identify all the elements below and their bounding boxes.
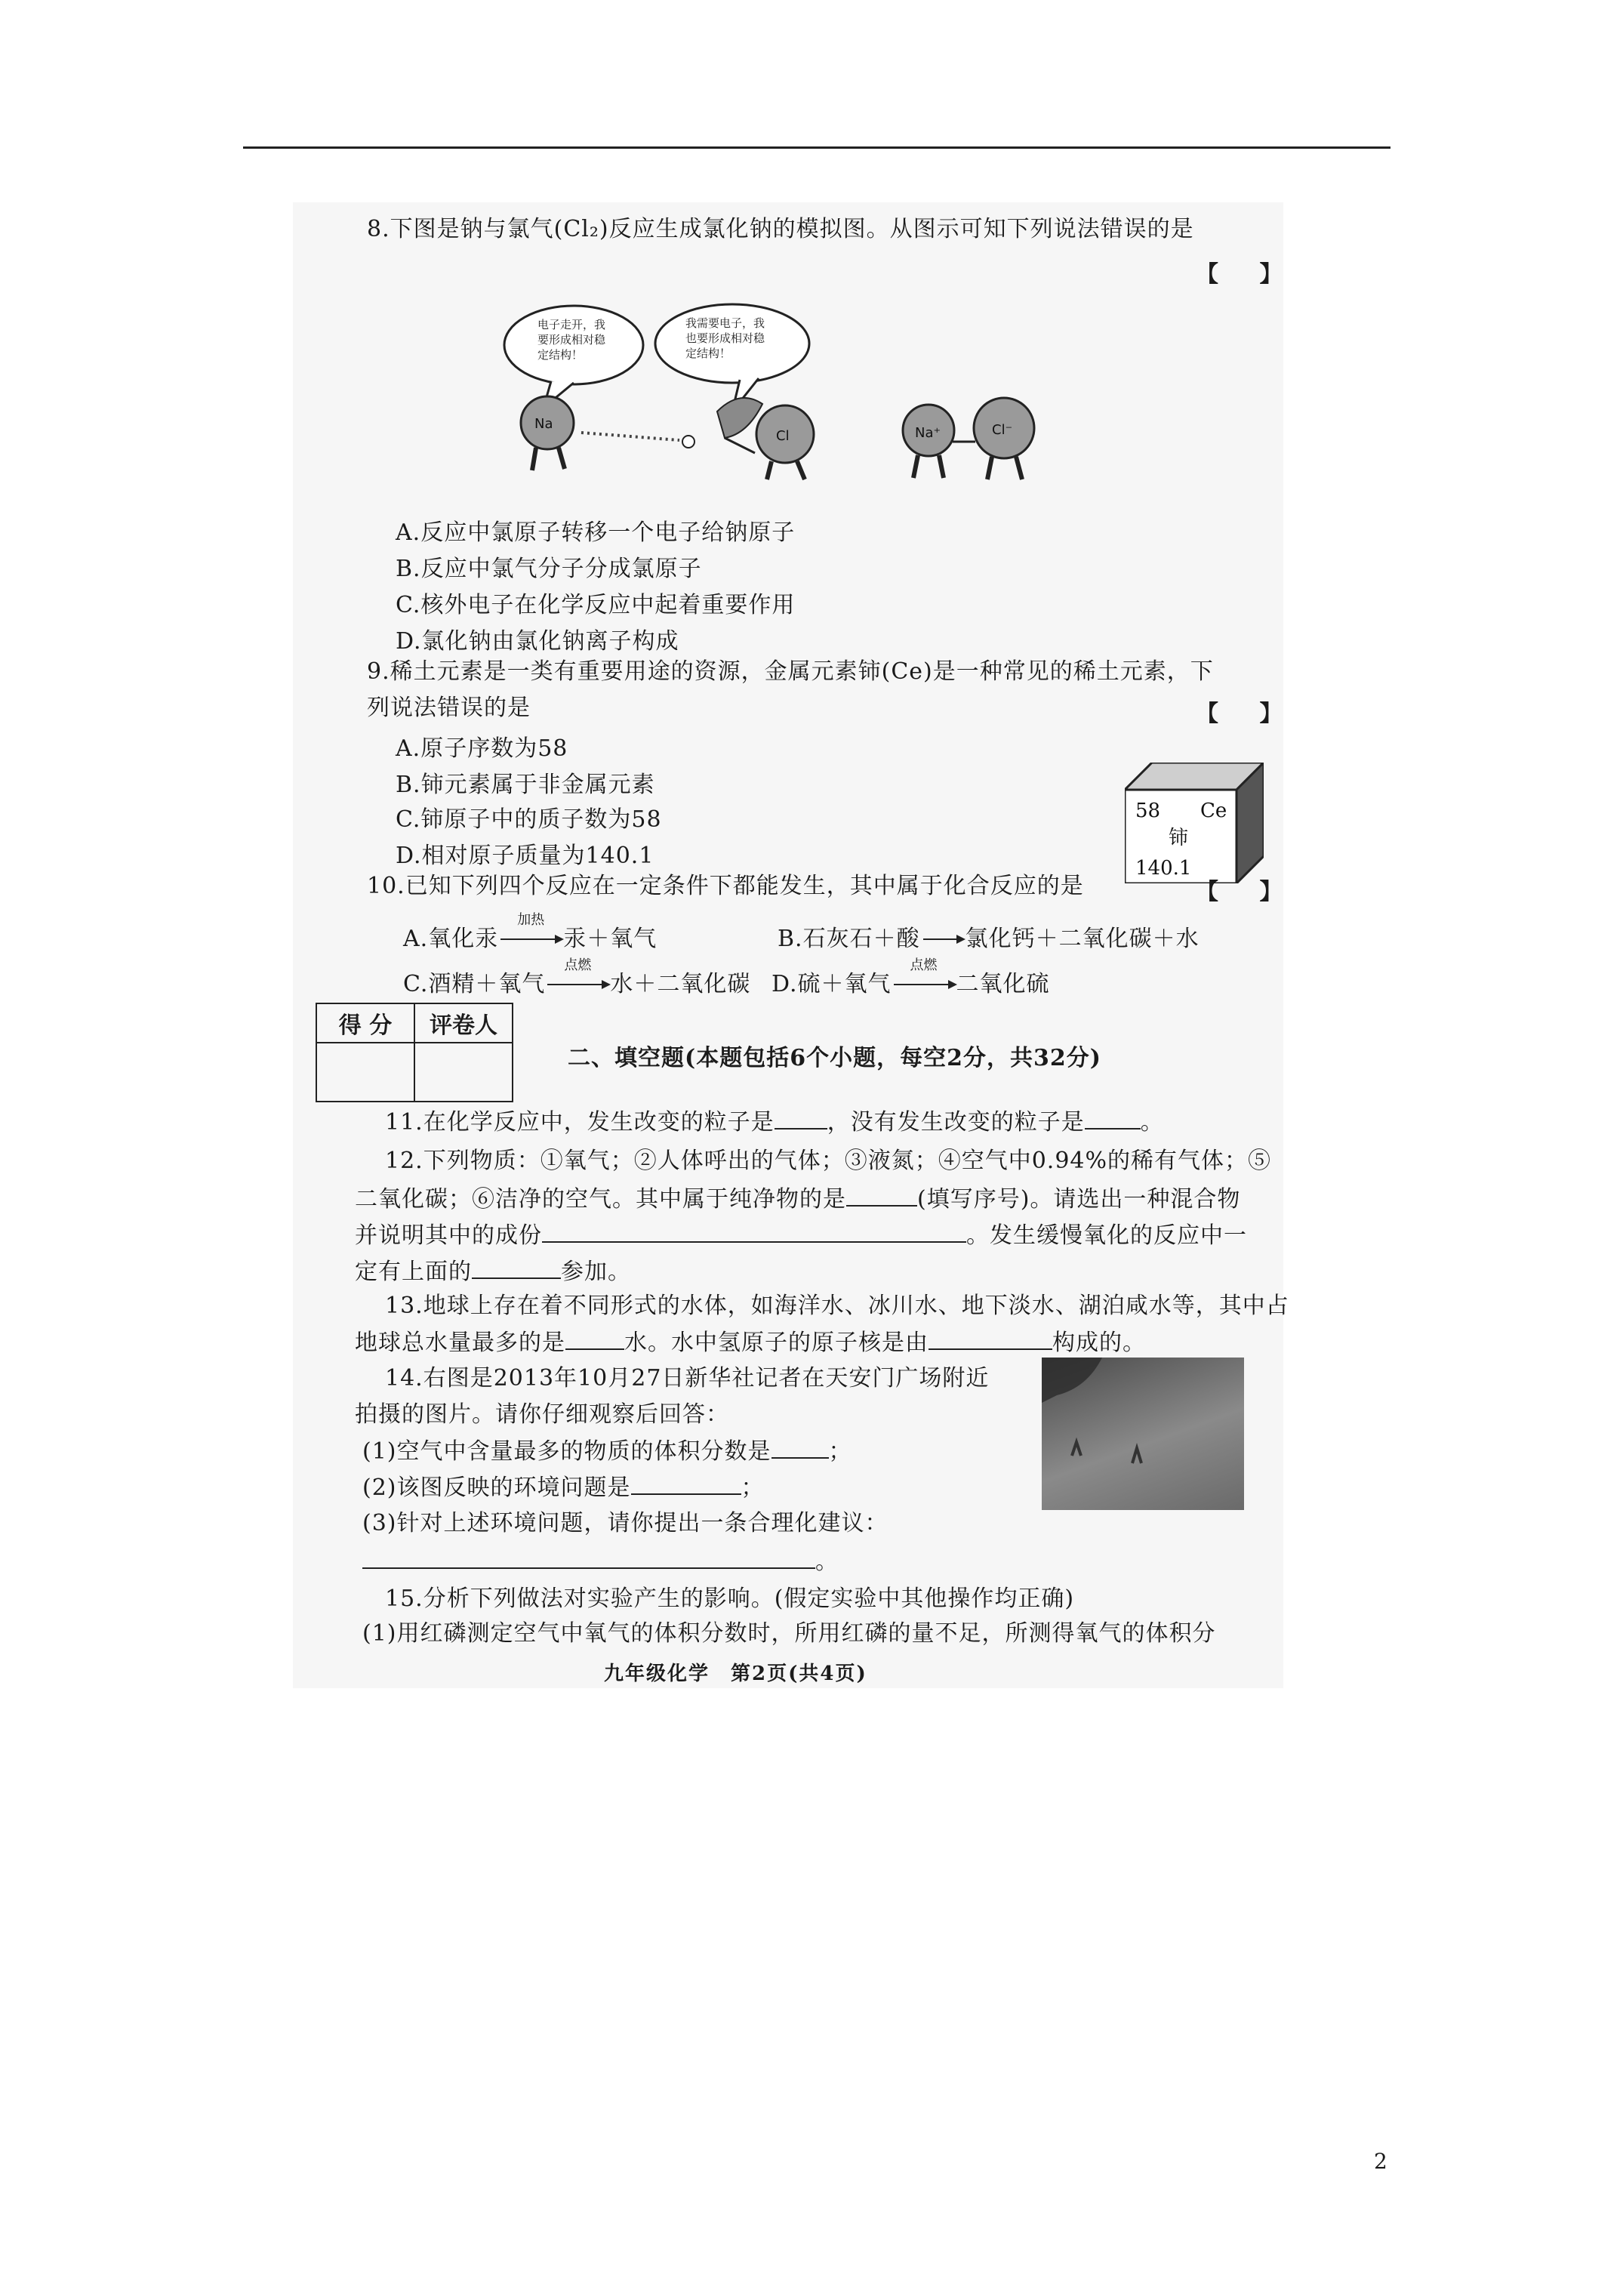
exam-footer: 九年级化学 第2页(共4页) — [604, 1663, 867, 1685]
q10-option-a — [403, 912, 658, 953]
q13-line2c: 构成的。 — [1052, 1330, 1146, 1356]
q10-a-right: 汞＋氧气 — [563, 926, 658, 952]
q15-line1: 15.分析下列做法对实验产生的影响。(假定实验中其他操作均正确) — [385, 1586, 1075, 1612]
q12-blank-3[interactable] — [472, 1258, 561, 1279]
q10-option-c — [403, 957, 751, 998]
header-rule — [243, 146, 1390, 149]
q8-option-d: D.氯化钠由氯化钠离子构成 — [396, 628, 679, 655]
q9-stem-line2: 列说法错误的是 — [367, 695, 531, 721]
q14-blank-1[interactable] — [771, 1438, 829, 1459]
tiananmen-smog-photo — [1042, 1358, 1244, 1510]
q12-line1: 12.下列物质：①氧气；②人体呼出的气体；③液氮；④空气中0.94%的稀有气体；⑤ — [385, 1148, 1272, 1174]
q10-option-d — [771, 957, 1050, 998]
section-2-title: 二、填空题(本题包括6个小题，每空2分，共32分) — [568, 1045, 1101, 1071]
cerium-element-box — [1125, 763, 1264, 883]
cl-atom-label: Cl — [776, 428, 790, 444]
cl-ion-label: Cl⁻ — [992, 422, 1013, 438]
bubble-na-line1: 电子走开，我 — [537, 318, 606, 331]
q10-d-left: D.硫＋氧气 — [771, 971, 892, 997]
na-atom-label: Na — [534, 416, 553, 432]
q14-sub3: (3)针对上述环境问题，请你提出一条合理化建议： — [362, 1510, 888, 1536]
q13-blank-1[interactable] — [565, 1329, 624, 1350]
element-symbol: Ce — [1200, 800, 1227, 822]
q11-part2: ，没有发生改变的粒子是 — [827, 1109, 1085, 1136]
score-table — [316, 1003, 513, 1102]
q14-sub1-end: ； — [828, 1438, 852, 1465]
q11-blank-1[interactable] — [775, 1108, 827, 1130]
q9-stem-line1: 9.稀土元素是一类有重要用途的资源，金属元素铈(Ce)是一种常见的稀土元素，下 — [367, 658, 1214, 685]
q14-sub2 — [362, 1474, 765, 1502]
q14-blank-2[interactable] — [631, 1474, 741, 1495]
q12-line2 — [355, 1185, 1240, 1213]
q8-option-b: B.反应中氯气分子分成氯原子 — [396, 556, 702, 582]
sodium-chlorine-cartoon — [491, 298, 1064, 487]
q9-option-d: D.相对原子质量为140.1 — [396, 843, 654, 869]
na-ion-label: Na⁺ — [915, 425, 941, 441]
q10-b-right: 氯化钙＋二氧化碳＋水 — [965, 926, 1200, 952]
q12-line2a: 二氧化碳；⑥洁净的空气。其中属于纯净物的是 — [355, 1186, 846, 1213]
q10-a-left: A.氧化汞 — [403, 926, 499, 952]
q12-line4a: 定有上面的 — [355, 1259, 472, 1285]
q8-option-a: A.反应中氯原子转移一个电子给钠原子 — [396, 519, 796, 546]
q14-sub1 — [362, 1438, 852, 1465]
q9-answer-bracket: 【 】 — [1196, 701, 1299, 727]
q12-line4b: 参加。 — [561, 1259, 631, 1285]
q15-line2: (1)用红磷测定空气中氧气的体积分数时，所用红磷的量不足，所测得氧气的体积分 — [362, 1620, 1216, 1647]
reaction-arrow — [920, 926, 965, 952]
grader-header: 评卷人 — [414, 1003, 513, 1043]
reaction-arrow — [545, 957, 610, 997]
q10-stem: 10.已知下列四个反应在一定条件下都能发生，其中属于化合反应的是 — [367, 873, 1084, 899]
q14-blank-3[interactable] — [362, 1548, 815, 1569]
q12-line3 — [355, 1222, 1247, 1250]
q8-stem: 8.下图是钠与氯气(Cl₂)反应生成氯化钠的模拟图。从图示可知下列说法错误的是 — [367, 216, 1194, 242]
q10-c-right: 水＋二氧化碳 — [610, 971, 751, 997]
grader-cell — [414, 1043, 513, 1102]
q14-sub2-end: ； — [741, 1475, 765, 1501]
bubble-na-line2: 要形成相对稳 — [537, 333, 606, 347]
page-number: 2 — [1374, 2149, 1387, 2174]
score-header: 得 分 — [316, 1003, 414, 1043]
q10-a-condition: 加热 — [517, 912, 545, 928]
score-cell — [316, 1043, 414, 1102]
q8-answer-bracket: 【 】 — [1196, 261, 1299, 288]
element-name: 铈 — [1169, 827, 1189, 849]
q13-blank-2[interactable] — [929, 1329, 1052, 1350]
q11-blank-2[interactable] — [1085, 1108, 1141, 1130]
q14-sub2-text: (2)该图反映的环境问题是 — [362, 1475, 631, 1501]
q10-b-left: B.石灰石＋酸 — [778, 926, 920, 952]
q12-blank-1[interactable] — [846, 1185, 917, 1207]
q13-line2b: 水。水中氢原子的原子核是由 — [624, 1330, 929, 1356]
q14-sub3-end: 。 — [815, 1549, 839, 1575]
q9-option-b: B.铈元素属于非金属元素 — [396, 772, 655, 798]
q14-sub3-answer — [362, 1548, 839, 1576]
bubble-na-line3: 定结构！ — [537, 348, 584, 362]
bubble-cl-line2: 也要形成相对稳 — [685, 331, 765, 345]
q12-line3a: 并说明其中的成份 — [355, 1222, 542, 1249]
bubble-cl-line1: 我需要电子，我 — [685, 316, 765, 330]
reaction-arrow — [892, 957, 956, 997]
element-number: 58 — [1135, 800, 1161, 822]
q10-answer-bracket: 【 】 — [1196, 879, 1299, 905]
q10-c-condition: 点燃 — [564, 957, 592, 973]
q10-c-left: C.酒精＋氧气 — [403, 971, 546, 997]
q10-d-condition: 点燃 — [910, 957, 938, 973]
q9-option-c: C.铈原子中的质子数为58 — [396, 806, 662, 833]
q11-text — [385, 1108, 1164, 1136]
element-mass: 140.1 — [1135, 857, 1192, 880]
q13-line2 — [355, 1329, 1146, 1357]
bubble-cl-line3: 定结构！ — [685, 347, 731, 360]
reaction-arrow — [498, 912, 563, 952]
q13-line2a: 地球总水量最多的是 — [355, 1330, 565, 1356]
q11-part3: 。 — [1140, 1109, 1164, 1136]
q12-line3b: 。发生缓慢氧化的反应中一 — [966, 1222, 1247, 1249]
q10-option-b — [778, 920, 1200, 953]
q10-d-right: 二氧化硫 — [956, 971, 1050, 997]
q11-part1: 11.在化学反应中，发生改变的粒子是 — [385, 1109, 775, 1136]
q12-blank-2[interactable] — [542, 1222, 966, 1243]
q14-line2: 拍摄的图片。请你仔细观察后回答： — [355, 1401, 729, 1428]
q12-line2b: (填写序号)。请选出一种混合物 — [917, 1186, 1241, 1213]
q9-option-a: A.原子序数为58 — [396, 735, 568, 762]
q8-option-c: C.核外电子在化学反应中起着重要作用 — [396, 592, 796, 618]
q13-line1: 13.地球上存在着不同形式的水体，如海洋水、冰川水、地下淡水、湖泊咸水等，其中占 — [385, 1293, 1289, 1319]
q14-sub1-text: (1)空气中含量最多的物质的体积分数是 — [362, 1438, 771, 1465]
q12-line4 — [355, 1258, 631, 1286]
q14-line1: 14.右图是2013年10月27日新华社记者在天安门广场附近 — [385, 1365, 990, 1391]
